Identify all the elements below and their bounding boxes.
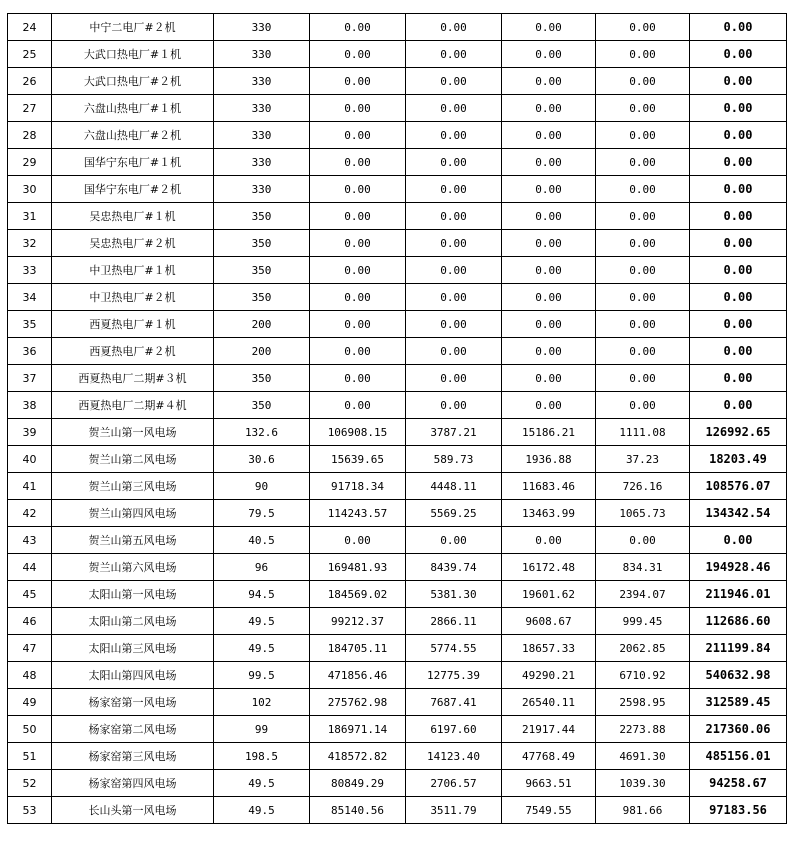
capacity-cell: 90 <box>214 473 310 500</box>
value-2-cell: 6197.60 <box>406 716 502 743</box>
value-1-cell: 0.00 <box>310 365 406 392</box>
value-4-cell: 2273.88 <box>596 716 690 743</box>
value-2-cell: 7687.41 <box>406 689 502 716</box>
table-row <box>8 554 787 581</box>
data-table <box>7 13 787 824</box>
capacity-cell: 40.5 <box>214 527 310 554</box>
value-4-cell: 2598.95 <box>596 689 690 716</box>
value-1-cell: 0.00 <box>310 122 406 149</box>
value-2-cell: 14123.40 <box>406 743 502 770</box>
total-cell: 0.00 <box>690 176 787 203</box>
value-3-cell: 0.00 <box>502 284 596 311</box>
value-2-cell: 3511.79 <box>406 797 502 824</box>
plant-name-cell: 西夏热电厂#２机 <box>52 338 214 365</box>
capacity-cell: 350 <box>214 257 310 284</box>
value-3-cell: 7549.55 <box>502 797 596 824</box>
plant-name-cell: 中宁二电厂#２机 <box>52 14 214 41</box>
plant-name-cell: 西夏热电厂二期#４机 <box>52 392 214 419</box>
table-row <box>8 230 787 257</box>
row-index-cell: 29 <box>8 149 52 176</box>
value-1-cell: 0.00 <box>310 311 406 338</box>
table-row <box>8 338 787 365</box>
table-row <box>8 68 787 95</box>
plant-name-cell: 杨家窑第一风电场 <box>52 689 214 716</box>
total-cell: 94258.67 <box>690 770 787 797</box>
value-3-cell: 1936.88 <box>502 446 596 473</box>
total-cell: 0.00 <box>690 311 787 338</box>
value-1-cell: 275762.98 <box>310 689 406 716</box>
total-cell: 0.00 <box>690 338 787 365</box>
row-index-cell: 49 <box>8 689 52 716</box>
value-1-cell: 0.00 <box>310 284 406 311</box>
total-cell: 312589.45 <box>690 689 787 716</box>
value-2-cell: 0.00 <box>406 203 502 230</box>
value-1-cell: 169481.93 <box>310 554 406 581</box>
value-4-cell: 0.00 <box>596 68 690 95</box>
value-3-cell: 21917.44 <box>502 716 596 743</box>
value-2-cell: 0.00 <box>406 392 502 419</box>
value-4-cell: 0.00 <box>596 284 690 311</box>
row-index-cell: 30 <box>8 176 52 203</box>
value-1-cell: 184705.11 <box>310 635 406 662</box>
value-3-cell: 0.00 <box>502 230 596 257</box>
row-index-cell: 40 <box>8 446 52 473</box>
row-index-cell: 26 <box>8 68 52 95</box>
capacity-cell: 102 <box>214 689 310 716</box>
capacity-cell: 330 <box>214 176 310 203</box>
capacity-cell: 350 <box>214 203 310 230</box>
value-4-cell: 981.66 <box>596 797 690 824</box>
value-2-cell: 0.00 <box>406 68 502 95</box>
value-4-cell: 0.00 <box>596 257 690 284</box>
plant-name-cell: 太阳山第三风电场 <box>52 635 214 662</box>
plant-name-cell: 西夏热电厂二期#３机 <box>52 365 214 392</box>
table-row <box>8 149 787 176</box>
table-row <box>8 797 787 824</box>
value-3-cell: 0.00 <box>502 527 596 554</box>
value-4-cell: 1039.30 <box>596 770 690 797</box>
value-3-cell: 49290.21 <box>502 662 596 689</box>
table-row <box>8 716 787 743</box>
capacity-cell: 330 <box>214 122 310 149</box>
value-3-cell: 13463.99 <box>502 500 596 527</box>
total-cell: 18203.49 <box>690 446 787 473</box>
value-2-cell: 5774.55 <box>406 635 502 662</box>
value-3-cell: 15186.21 <box>502 419 596 446</box>
plant-name-cell: 贺兰山第五风电场 <box>52 527 214 554</box>
plant-name-cell: 杨家窑第四风电场 <box>52 770 214 797</box>
total-cell: 211946.01 <box>690 581 787 608</box>
value-1-cell: 114243.57 <box>310 500 406 527</box>
value-3-cell: 19601.62 <box>502 581 596 608</box>
table-row <box>8 203 787 230</box>
table-row <box>8 635 787 662</box>
row-index-cell: 48 <box>8 662 52 689</box>
value-3-cell: 0.00 <box>502 257 596 284</box>
row-index-cell: 34 <box>8 284 52 311</box>
value-2-cell: 0.00 <box>406 338 502 365</box>
row-index-cell: 36 <box>8 338 52 365</box>
row-index-cell: 53 <box>8 797 52 824</box>
row-index-cell: 42 <box>8 500 52 527</box>
value-4-cell: 4691.30 <box>596 743 690 770</box>
row-index-cell: 46 <box>8 608 52 635</box>
value-2-cell: 12775.39 <box>406 662 502 689</box>
value-3-cell: 0.00 <box>502 176 596 203</box>
capacity-cell: 330 <box>214 14 310 41</box>
row-index-cell: 38 <box>8 392 52 419</box>
value-4-cell: 0.00 <box>596 41 690 68</box>
plant-name-cell: 中卫热电厂#２机 <box>52 284 214 311</box>
plant-name-cell: 长山头第一风电场 <box>52 797 214 824</box>
plant-name-cell: 吴忠热电厂#１机 <box>52 203 214 230</box>
capacity-cell: 94.5 <box>214 581 310 608</box>
value-2-cell: 0.00 <box>406 230 502 257</box>
row-index-cell: 37 <box>8 365 52 392</box>
table-row <box>8 473 787 500</box>
capacity-cell: 99.5 <box>214 662 310 689</box>
value-2-cell: 0.00 <box>406 95 502 122</box>
plant-name-cell: 中卫热电厂#１机 <box>52 257 214 284</box>
row-index-cell: 44 <box>8 554 52 581</box>
plant-name-cell: 国华宁东电厂#２机 <box>52 176 214 203</box>
row-index-cell: 39 <box>8 419 52 446</box>
plant-name-cell: 贺兰山第三风电场 <box>52 473 214 500</box>
value-3-cell: 0.00 <box>502 365 596 392</box>
capacity-cell: 49.5 <box>214 635 310 662</box>
table-row <box>8 365 787 392</box>
table-row <box>8 41 787 68</box>
plant-name-cell: 杨家窑第三风电场 <box>52 743 214 770</box>
total-cell: 0.00 <box>690 41 787 68</box>
plant-name-cell: 贺兰山第二风电场 <box>52 446 214 473</box>
row-index-cell: 25 <box>8 41 52 68</box>
value-3-cell: 0.00 <box>502 14 596 41</box>
plant-name-cell: 六盘山热电厂#２机 <box>52 122 214 149</box>
row-index-cell: 28 <box>8 122 52 149</box>
value-1-cell: 0.00 <box>310 392 406 419</box>
total-cell: 0.00 <box>690 14 787 41</box>
value-3-cell: 0.00 <box>502 392 596 419</box>
capacity-cell: 79.5 <box>214 500 310 527</box>
capacity-cell: 350 <box>214 365 310 392</box>
value-3-cell: 0.00 <box>502 311 596 338</box>
value-4-cell: 1111.08 <box>596 419 690 446</box>
value-4-cell: 0.00 <box>596 230 690 257</box>
value-4-cell: 0.00 <box>596 338 690 365</box>
value-4-cell: 834.31 <box>596 554 690 581</box>
capacity-cell: 330 <box>214 149 310 176</box>
row-index-cell: 32 <box>8 230 52 257</box>
value-2-cell: 4448.11 <box>406 473 502 500</box>
value-1-cell: 15639.65 <box>310 446 406 473</box>
capacity-cell: 30.6 <box>214 446 310 473</box>
table-row <box>8 392 787 419</box>
table-row <box>8 500 787 527</box>
total-cell: 0.00 <box>690 203 787 230</box>
value-2-cell: 0.00 <box>406 176 502 203</box>
capacity-cell: 330 <box>214 95 310 122</box>
value-4-cell: 0.00 <box>596 392 690 419</box>
value-3-cell: 9663.51 <box>502 770 596 797</box>
capacity-cell: 200 <box>214 338 310 365</box>
value-1-cell: 471856.46 <box>310 662 406 689</box>
table-row <box>8 284 787 311</box>
value-4-cell: 0.00 <box>596 527 690 554</box>
value-1-cell: 0.00 <box>310 230 406 257</box>
row-index-cell: 41 <box>8 473 52 500</box>
value-3-cell: 0.00 <box>502 68 596 95</box>
value-1-cell: 106908.15 <box>310 419 406 446</box>
value-1-cell: 0.00 <box>310 95 406 122</box>
value-1-cell: 418572.82 <box>310 743 406 770</box>
value-3-cell: 0.00 <box>502 95 596 122</box>
value-4-cell: 2062.85 <box>596 635 690 662</box>
total-cell: 97183.56 <box>690 797 787 824</box>
table-row <box>8 689 787 716</box>
row-index-cell: 47 <box>8 635 52 662</box>
value-1-cell: 186971.14 <box>310 716 406 743</box>
capacity-cell: 350 <box>214 230 310 257</box>
plant-name-cell: 太阳山第四风电场 <box>52 662 214 689</box>
value-1-cell: 0.00 <box>310 68 406 95</box>
total-cell: 0.00 <box>690 257 787 284</box>
total-cell: 0.00 <box>690 284 787 311</box>
capacity-cell: 96 <box>214 554 310 581</box>
value-4-cell: 0.00 <box>596 365 690 392</box>
value-1-cell: 0.00 <box>310 14 406 41</box>
table-row <box>8 419 787 446</box>
value-1-cell: 0.00 <box>310 149 406 176</box>
capacity-cell: 350 <box>214 284 310 311</box>
value-3-cell: 26540.11 <box>502 689 596 716</box>
table-body <box>8 14 787 824</box>
table-row <box>8 662 787 689</box>
total-cell: 0.00 <box>690 122 787 149</box>
value-2-cell: 5569.25 <box>406 500 502 527</box>
capacity-cell: 200 <box>214 311 310 338</box>
value-4-cell: 0.00 <box>596 14 690 41</box>
value-2-cell: 5381.30 <box>406 581 502 608</box>
value-2-cell: 589.73 <box>406 446 502 473</box>
table-row <box>8 581 787 608</box>
row-index-cell: 31 <box>8 203 52 230</box>
value-4-cell: 0.00 <box>596 95 690 122</box>
plant-name-cell: 六盘山热电厂#１机 <box>52 95 214 122</box>
total-cell: 0.00 <box>690 392 787 419</box>
table-row <box>8 446 787 473</box>
value-1-cell: 85140.56 <box>310 797 406 824</box>
value-1-cell: 91718.34 <box>310 473 406 500</box>
value-2-cell: 8439.74 <box>406 554 502 581</box>
value-2-cell: 2866.11 <box>406 608 502 635</box>
value-1-cell: 0.00 <box>310 257 406 284</box>
value-1-cell: 0.00 <box>310 203 406 230</box>
table-row <box>8 608 787 635</box>
row-index-cell: 24 <box>8 14 52 41</box>
total-cell: 540632.98 <box>690 662 787 689</box>
value-3-cell: 0.00 <box>502 149 596 176</box>
value-3-cell: 47768.49 <box>502 743 596 770</box>
total-cell: 0.00 <box>690 149 787 176</box>
row-index-cell: 33 <box>8 257 52 284</box>
table-row <box>8 311 787 338</box>
total-cell: 0.00 <box>690 95 787 122</box>
value-3-cell: 0.00 <box>502 41 596 68</box>
value-3-cell: 0.00 <box>502 338 596 365</box>
total-cell: 0.00 <box>690 68 787 95</box>
total-cell: 194928.46 <box>690 554 787 581</box>
value-2-cell: 0.00 <box>406 527 502 554</box>
total-cell: 485156.01 <box>690 743 787 770</box>
value-2-cell: 0.00 <box>406 257 502 284</box>
value-2-cell: 2706.57 <box>406 770 502 797</box>
total-cell: 108576.07 <box>690 473 787 500</box>
total-cell: 0.00 <box>690 527 787 554</box>
plant-name-cell: 大武口热电厂#２机 <box>52 68 214 95</box>
value-3-cell: 0.00 <box>502 122 596 149</box>
plant-name-cell: 贺兰山第六风电场 <box>52 554 214 581</box>
value-4-cell: 0.00 <box>596 311 690 338</box>
table-row <box>8 527 787 554</box>
value-4-cell: 0.00 <box>596 176 690 203</box>
value-4-cell: 726.16 <box>596 473 690 500</box>
capacity-cell: 350 <box>214 392 310 419</box>
total-cell: 134342.54 <box>690 500 787 527</box>
table-row <box>8 14 787 41</box>
row-index-cell: 27 <box>8 95 52 122</box>
value-2-cell: 0.00 <box>406 149 502 176</box>
value-3-cell: 9608.67 <box>502 608 596 635</box>
plant-name-cell: 大武口热电厂#１机 <box>52 41 214 68</box>
capacity-cell: 49.5 <box>214 608 310 635</box>
capacity-cell: 49.5 <box>214 770 310 797</box>
table-row <box>8 257 787 284</box>
plant-name-cell: 贺兰山第一风电场 <box>52 419 214 446</box>
value-4-cell: 0.00 <box>596 203 690 230</box>
capacity-cell: 99 <box>214 716 310 743</box>
row-index-cell: 52 <box>8 770 52 797</box>
plant-name-cell: 杨家窑第二风电场 <box>52 716 214 743</box>
row-index-cell: 51 <box>8 743 52 770</box>
value-2-cell: 0.00 <box>406 41 502 68</box>
table-row <box>8 176 787 203</box>
value-1-cell: 0.00 <box>310 527 406 554</box>
value-1-cell: 0.00 <box>310 41 406 68</box>
value-1-cell: 80849.29 <box>310 770 406 797</box>
total-cell: 217360.06 <box>690 716 787 743</box>
value-2-cell: 0.00 <box>406 14 502 41</box>
capacity-cell: 330 <box>214 68 310 95</box>
plant-name-cell: 太阳山第二风电场 <box>52 608 214 635</box>
row-index-cell: 43 <box>8 527 52 554</box>
plant-name-cell: 贺兰山第四风电场 <box>52 500 214 527</box>
row-index-cell: 35 <box>8 311 52 338</box>
total-cell: 211199.84 <box>690 635 787 662</box>
value-1-cell: 0.00 <box>310 338 406 365</box>
value-4-cell: 37.23 <box>596 446 690 473</box>
total-cell: 0.00 <box>690 365 787 392</box>
value-4-cell: 1065.73 <box>596 500 690 527</box>
value-1-cell: 184569.02 <box>310 581 406 608</box>
value-4-cell: 6710.92 <box>596 662 690 689</box>
value-2-cell: 0.00 <box>406 284 502 311</box>
value-4-cell: 0.00 <box>596 122 690 149</box>
value-1-cell: 99212.37 <box>310 608 406 635</box>
table-row <box>8 743 787 770</box>
table-row <box>8 95 787 122</box>
total-cell: 112686.60 <box>690 608 787 635</box>
plant-name-cell: 国华宁东电厂#１机 <box>52 149 214 176</box>
value-4-cell: 0.00 <box>596 149 690 176</box>
value-3-cell: 16172.48 <box>502 554 596 581</box>
table-row <box>8 770 787 797</box>
value-2-cell: 3787.21 <box>406 419 502 446</box>
value-3-cell: 0.00 <box>502 203 596 230</box>
value-2-cell: 0.00 <box>406 311 502 338</box>
value-3-cell: 18657.33 <box>502 635 596 662</box>
value-4-cell: 2394.07 <box>596 581 690 608</box>
total-cell: 126992.65 <box>690 419 787 446</box>
value-3-cell: 11683.46 <box>502 473 596 500</box>
capacity-cell: 49.5 <box>214 797 310 824</box>
plant-name-cell: 西夏热电厂#１机 <box>52 311 214 338</box>
plant-name-cell: 太阳山第一风电场 <box>52 581 214 608</box>
row-index-cell: 50 <box>8 716 52 743</box>
capacity-cell: 330 <box>214 41 310 68</box>
value-2-cell: 0.00 <box>406 122 502 149</box>
table-row <box>8 122 787 149</box>
plant-name-cell: 吴忠热电厂#２机 <box>52 230 214 257</box>
capacity-cell: 132.6 <box>214 419 310 446</box>
total-cell: 0.00 <box>690 230 787 257</box>
value-4-cell: 999.45 <box>596 608 690 635</box>
value-2-cell: 0.00 <box>406 365 502 392</box>
row-index-cell: 45 <box>8 581 52 608</box>
capacity-cell: 198.5 <box>214 743 310 770</box>
value-1-cell: 0.00 <box>310 176 406 203</box>
